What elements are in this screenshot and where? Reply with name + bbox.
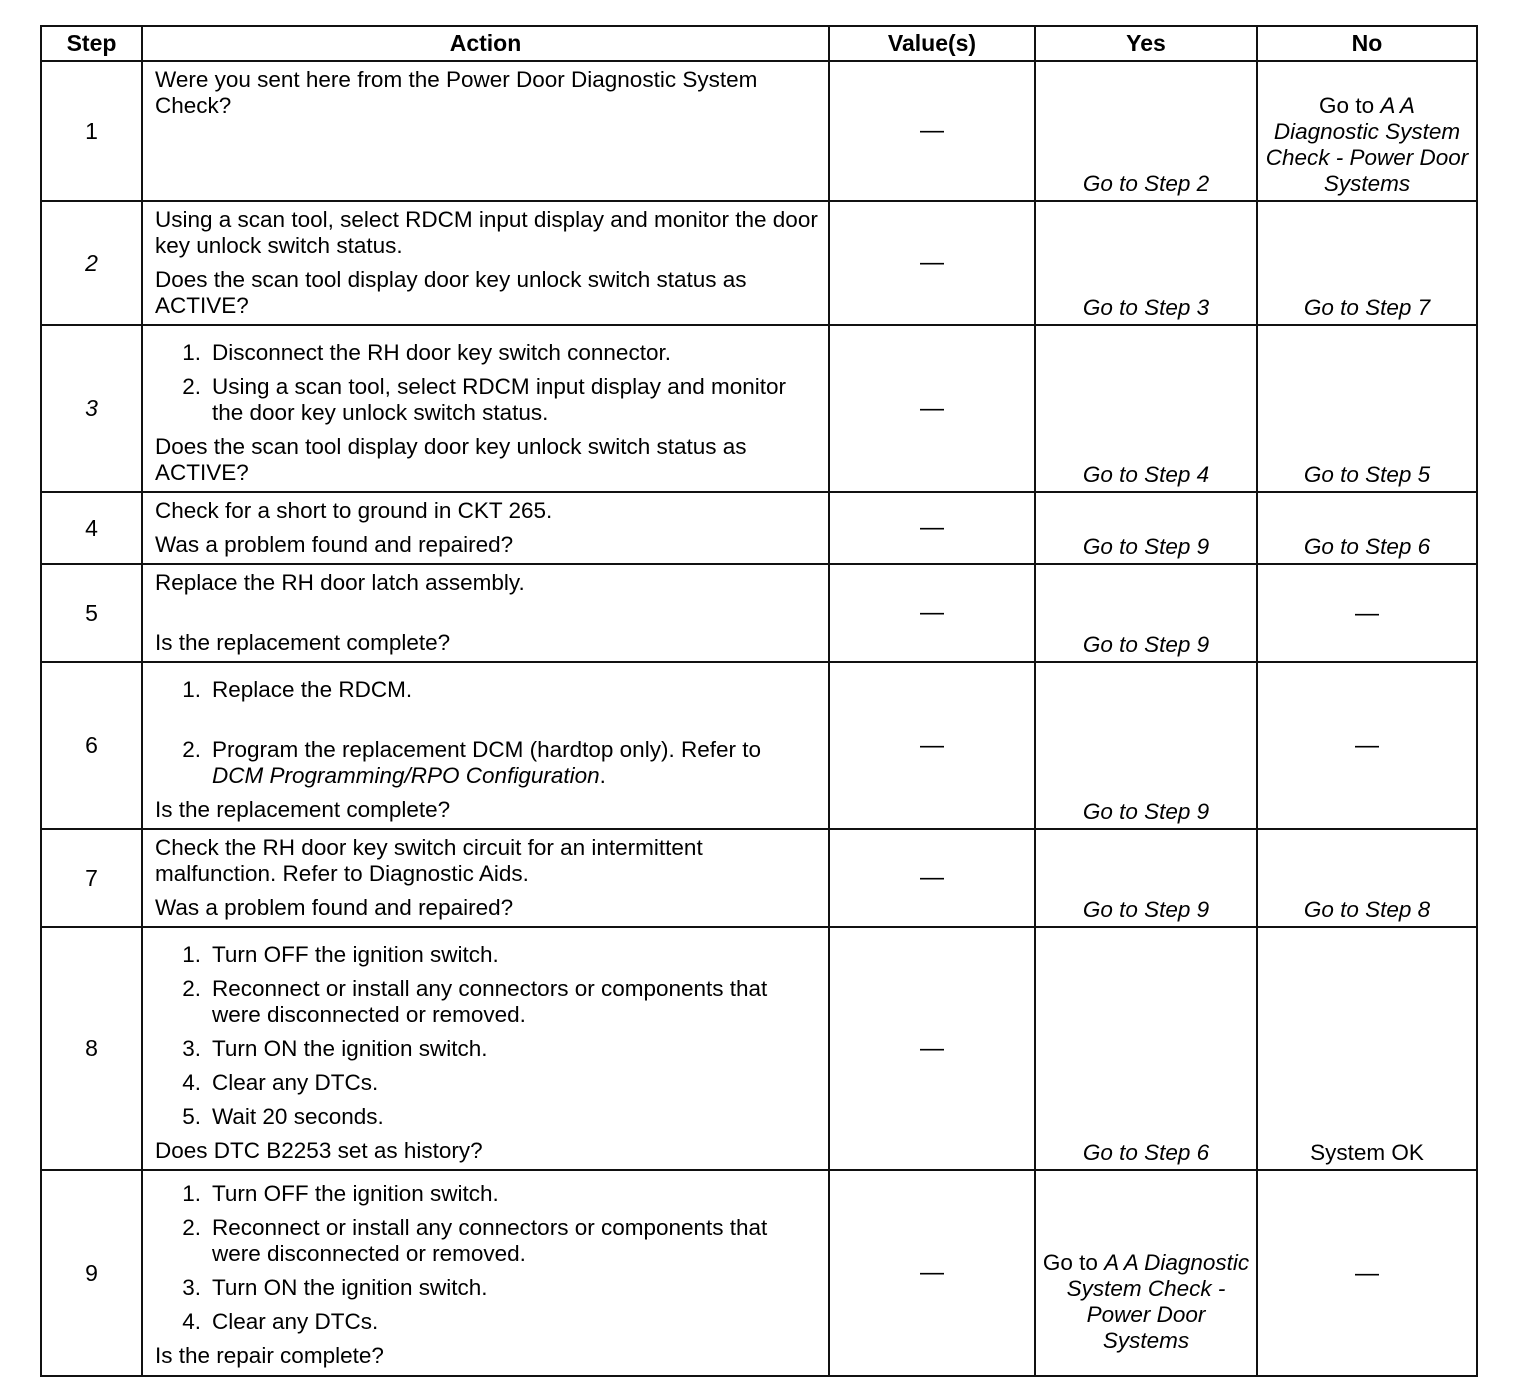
list-item: 3. Turn ON the ignition switch. <box>182 1275 488 1300</box>
yes-cell: Go to Step 6 <box>1035 927 1257 1170</box>
yes-cell: Go to Step 9 <box>1035 662 1257 829</box>
action-text: Using a scan tool, select RDCM input display and monitor the door key unlock switch status. <box>155 207 818 258</box>
action-question: Does the scan tool display door key unlock switch status as ACTIVE? <box>155 267 747 318</box>
table-row <box>41 1170 1477 1376</box>
list-item: 4. Clear any DTCs. <box>182 1309 379 1334</box>
step-number: 7 <box>41 829 142 927</box>
action-cell <box>142 662 829 829</box>
list-item: 5. Wait 20 seconds. <box>182 1104 384 1129</box>
action-text: Were you sent here from the Power Door Diagnostic System Check? <box>155 67 758 118</box>
table-row <box>41 927 1477 1170</box>
action-cell <box>142 927 829 1170</box>
no-dash: — <box>1257 1170 1477 1376</box>
step-number: 9 <box>41 1170 142 1376</box>
table-row <box>41 201 1477 325</box>
list-item: 4. Clear any DTCs. <box>182 1070 379 1095</box>
no-dash: — <box>1257 564 1477 662</box>
header-values: Value(s) <box>829 26 1035 61</box>
no-cell: Go to Step 6 <box>1257 492 1477 564</box>
yes-link: A A Diagnostic System Check - Power Door Systems <box>1066 1249 1250 1353</box>
value-dash: — <box>829 662 1035 829</box>
step-number: 2 <box>41 201 142 325</box>
yes-cell: Go to Step 9 <box>1035 829 1257 927</box>
action-question: Was a problem found and repaired? <box>155 895 514 920</box>
no-cell: Go to Step 7 <box>1257 201 1477 325</box>
diagnostic-table <box>40 25 1478 1377</box>
action-question: Was a problem found and repaired? <box>155 532 514 557</box>
value-dash: — <box>829 564 1035 662</box>
value-dash: — <box>829 61 1035 201</box>
list-item: 3. Turn ON the ignition switch. <box>182 1036 488 1061</box>
no-link: A A Diagnostic System Check - Power Door Systems <box>1265 93 1469 196</box>
action-cell <box>142 61 829 201</box>
header-no: No <box>1257 26 1477 61</box>
list-item: 2. Program the replacement DCM (hardtop only). Refer to DCM Programming/RPO Configuration. <box>182 737 761 788</box>
action-cell <box>142 325 829 492</box>
action-text: Replace the RH door latch assembly. <box>155 570 525 595</box>
header-row <box>41 26 1477 61</box>
step-number: 5 <box>41 564 142 662</box>
value-dash: — <box>829 201 1035 325</box>
list-item: 1. Replace the RDCM. <box>182 677 413 702</box>
yes-cell: Go to Step 3 <box>1035 201 1257 325</box>
list-item: 2. Using a scan tool, select RDCM input display and monitor the door key unlock switch status. <box>182 374 787 425</box>
step-number: 1 <box>41 61 142 201</box>
list-item: 2. Reconnect or install any connectors or components that were disconnected or removed. <box>182 1215 768 1266</box>
no-cell: System OK <box>1257 927 1477 1170</box>
list-item: 1. Turn OFF the ignition switch. <box>182 1181 499 1206</box>
no-cell: Go to Step 8 <box>1257 829 1477 927</box>
no-dash: — <box>1257 662 1477 829</box>
step-number: 6 <box>41 662 142 829</box>
action-question: Does DTC B2253 set as history? <box>155 1138 483 1163</box>
value-dash: — <box>829 492 1035 564</box>
no-cell: Go to Step 5 <box>1257 325 1477 492</box>
list-item: 2. Reconnect or install any connectors or components that were disconnected or removed. <box>182 976 768 1027</box>
header-step: Step <box>41 26 142 61</box>
table-row <box>41 564 1477 662</box>
yes-cell: Go to Step 2 <box>1035 61 1257 201</box>
action-cell <box>142 492 829 564</box>
action-question: Is the repair complete? <box>155 1343 384 1368</box>
action-question: Is the replacement complete? <box>155 630 451 655</box>
step-number: 3 <box>41 325 142 492</box>
table-row <box>41 61 1477 201</box>
yes-cell: Go to Step 9 <box>1035 564 1257 662</box>
header-action: Action <box>142 26 829 61</box>
table-row <box>41 492 1477 564</box>
value-dash: — <box>829 1170 1035 1376</box>
yes-cell: Go to Step 9 <box>1035 492 1257 564</box>
no-cell <box>1257 61 1477 201</box>
action-question: Does the scan tool display door key unlock switch status as ACTIVE? <box>155 434 747 485</box>
step-number: 8 <box>41 927 142 1170</box>
table-row <box>41 325 1477 492</box>
action-cell <box>142 201 829 325</box>
action-text: Check for a short to ground in CKT 265. <box>155 498 553 523</box>
step-number: 4 <box>41 492 142 564</box>
value-dash: — <box>829 829 1035 927</box>
yes-cell: Go to Step 4 <box>1035 325 1257 492</box>
yes-cell <box>1035 1170 1257 1376</box>
header-yes: Yes <box>1035 26 1257 61</box>
reference-link: DCM Programming/RPO Configuration <box>212 763 600 788</box>
action-cell <box>142 564 829 662</box>
action-question: Is the replacement complete? <box>155 797 451 822</box>
list-item: 1. Disconnect the RH door key switch connector. <box>182 340 671 365</box>
action-cell <box>142 829 829 927</box>
value-dash: — <box>829 927 1035 1170</box>
value-dash: — <box>829 325 1035 492</box>
action-text: Check the RH door key switch circuit for an intermittent malfunction. Refer to Diagnostic Aids. <box>155 835 703 886</box>
action-cell <box>142 1170 829 1376</box>
no-prefix: Go to <box>1319 93 1381 118</box>
yes-prefix: Go to <box>1042 1249 1105 1275</box>
table-row <box>41 662 1477 829</box>
table-row <box>41 829 1477 927</box>
list-item: 1. Turn OFF the ignition switch. <box>182 942 499 967</box>
